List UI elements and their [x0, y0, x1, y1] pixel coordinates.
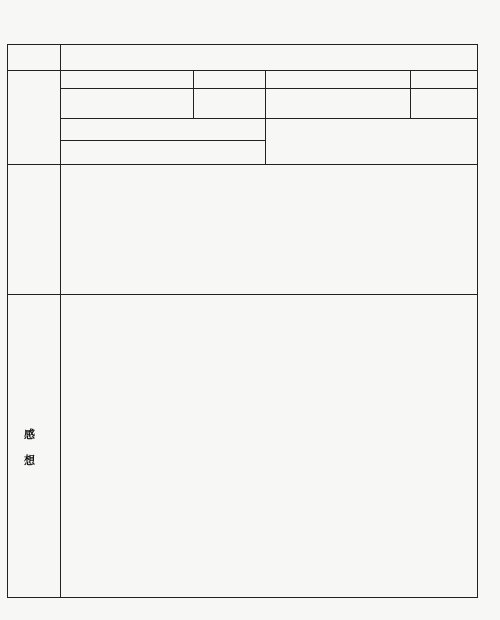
reflection-label-bottom: 想 — [24, 454, 35, 467]
reflection-label-top: 感 — [24, 428, 35, 441]
